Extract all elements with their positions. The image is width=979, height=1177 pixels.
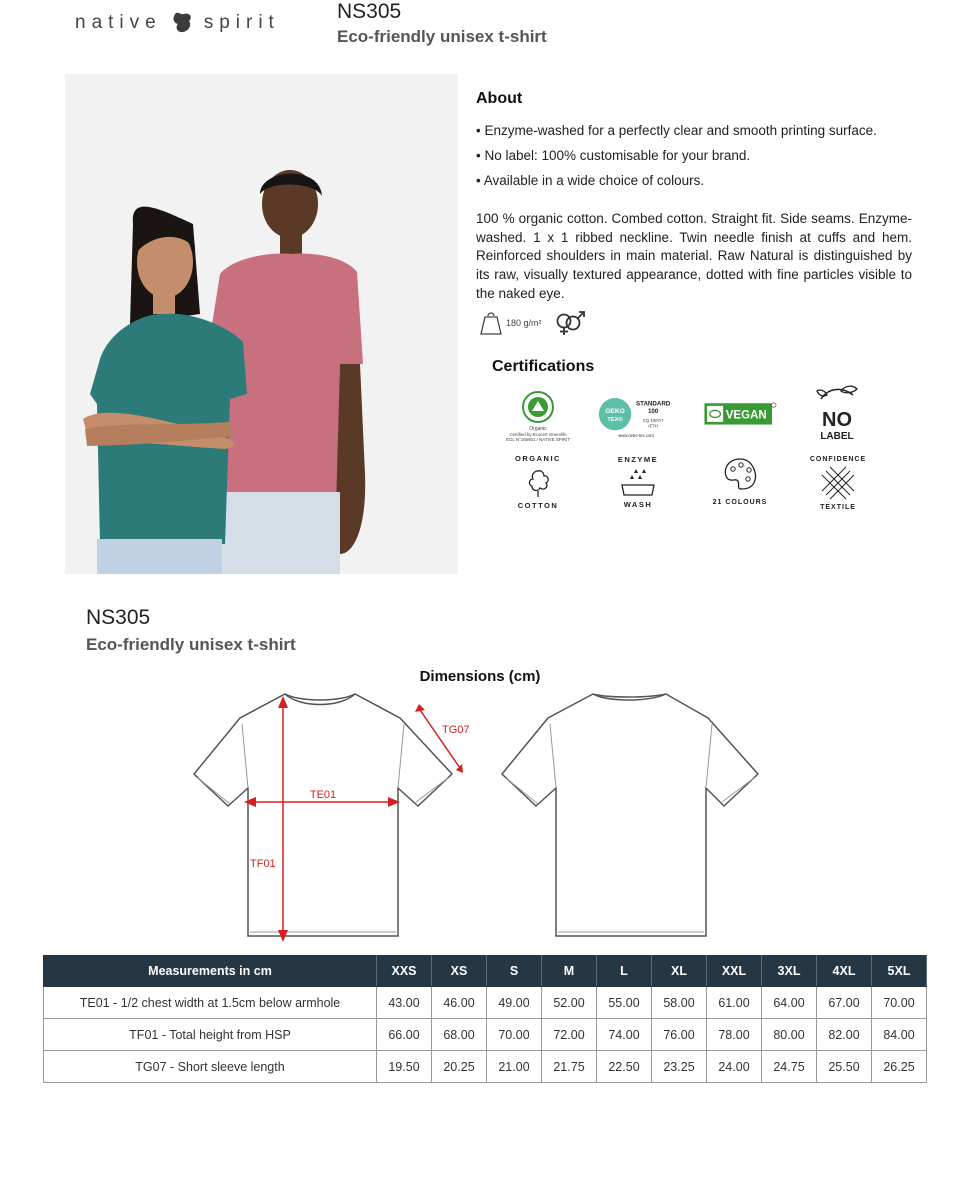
table-cell: 72.00 bbox=[542, 1019, 597, 1051]
table-cell: 43.00 bbox=[377, 987, 432, 1019]
oeko-code: CQ 1007/7 bbox=[642, 417, 664, 423]
table-cell: 74.00 bbox=[597, 1019, 652, 1051]
about-heading: About bbox=[476, 90, 523, 107]
table-cell: 61.00 bbox=[707, 987, 762, 1019]
table-cell: 52.00 bbox=[542, 987, 597, 1019]
table-cell: 80.00 bbox=[762, 1019, 817, 1051]
table-cell: 76.00 bbox=[652, 1019, 707, 1051]
size-header: XXL bbox=[707, 956, 762, 987]
table-cell: 19.50 bbox=[377, 1051, 432, 1083]
table-cell: 82.00 bbox=[817, 1019, 872, 1051]
weight-info bbox=[480, 310, 588, 336]
table-cell: 26.25 bbox=[872, 1051, 927, 1083]
colours-badge bbox=[700, 451, 780, 511]
table-cell: 23.25 bbox=[652, 1051, 707, 1083]
gots-line1: Organic bbox=[529, 426, 547, 432]
gots-certification bbox=[498, 388, 578, 448]
table-cell: 24.00 bbox=[707, 1051, 762, 1083]
oeko-standard: STANDARD bbox=[636, 400, 671, 408]
row-label: TG07 - Short sleeve length bbox=[44, 1051, 377, 1083]
size-header: S bbox=[487, 956, 542, 987]
table-cell: 78.00 bbox=[707, 1019, 762, 1051]
no-label-certification bbox=[797, 383, 877, 443]
brand-logo bbox=[75, 10, 280, 36]
gots-line3: EGL N°165651 / NATIVE SPIRIT bbox=[506, 437, 570, 442]
table-cell: 58.00 bbox=[652, 987, 707, 1019]
list-item: • Enzyme-washed for a perfectly clear and smooth printing surface. bbox=[476, 122, 916, 147]
enzyme-bottom: WASH bbox=[623, 500, 653, 509]
size-header: XL bbox=[652, 956, 707, 987]
list-item: • No label: 100% customisable for your brand. bbox=[476, 147, 916, 172]
oeko-standard-number: 100 bbox=[647, 408, 659, 416]
oeko-institute: IFTH bbox=[648, 423, 658, 429]
table-cell: 20.25 bbox=[432, 1051, 487, 1083]
product-code-secondary: NS305 bbox=[86, 606, 151, 629]
size-header: L bbox=[597, 956, 652, 987]
confidence-bottom: TEXTILE bbox=[820, 504, 856, 511]
table-cell: 46.00 bbox=[432, 987, 487, 1019]
vegan-certification bbox=[700, 383, 780, 443]
product-name: Eco-friendly unisex t-shirt bbox=[337, 27, 547, 46]
size-header: XS bbox=[432, 956, 487, 987]
measurements-table bbox=[43, 955, 927, 1083]
about-bullet-list bbox=[476, 122, 916, 197]
female-model bbox=[83, 207, 247, 574]
table-cell: 21.75 bbox=[542, 1051, 597, 1083]
certifications-heading: Certifications bbox=[492, 358, 595, 375]
product-name-secondary: Eco-friendly unisex t-shirt bbox=[86, 635, 296, 654]
table-cell: 70.00 bbox=[487, 1019, 542, 1051]
oeko-badge-1: OEKO bbox=[605, 408, 625, 416]
product-photo bbox=[65, 74, 458, 574]
table-cell: 84.00 bbox=[872, 1019, 927, 1051]
table-row bbox=[44, 987, 927, 1019]
organic-cotton-top: ORGANIC bbox=[515, 454, 561, 463]
organic-cotton-bottom: COTTON bbox=[517, 501, 559, 510]
measurements-header: Measurements in cm bbox=[44, 956, 377, 987]
oeko-tex-certification bbox=[596, 388, 676, 448]
table-cell: 67.00 bbox=[817, 987, 872, 1019]
table-cell: 21.00 bbox=[487, 1051, 542, 1083]
enzyme-wash-badge bbox=[598, 451, 678, 511]
row-label: TF01 - Total height from HSP bbox=[44, 1019, 377, 1051]
tg07-label: TG07 bbox=[442, 724, 470, 736]
product-description: 100 % organic cotton. Combed cotton. Straight fit. Side seams. Enzyme-washed. 1 x 1 ribbed neckline. Twin needle finish at cuffs and hem. Reinforced shoulders in main material. Raw Natural is distinguished by its raw, visually textured appearance, dotted with fine particles visible to the naked eye. bbox=[476, 211, 912, 301]
dimensions-heading: Dimensions (cm) bbox=[419, 668, 541, 685]
weight-icon bbox=[480, 310, 502, 336]
organic-cotton-badge bbox=[498, 451, 578, 511]
no-label-line1: NO bbox=[822, 409, 852, 431]
weight-value: 180 g/m² bbox=[506, 318, 542, 328]
confidence-top: CONFIDENCE bbox=[809, 456, 867, 463]
brand-leaf-icon bbox=[170, 10, 196, 36]
gots-line2: Certified by Ecocert Greenlife bbox=[509, 432, 567, 437]
table-cell: 24.75 bbox=[762, 1051, 817, 1083]
table-cell: 22.50 bbox=[597, 1051, 652, 1083]
no-label-line2: LABEL bbox=[820, 431, 854, 442]
tshirt-back-diagram bbox=[498, 688, 763, 948]
size-header: 4XL bbox=[817, 956, 872, 987]
brand-name-left: native bbox=[75, 12, 162, 33]
confidence-textile-badge bbox=[798, 451, 878, 511]
size-header: XXS bbox=[377, 956, 432, 987]
unisex-icon bbox=[554, 310, 588, 336]
tf01-label: TF01 bbox=[250, 858, 276, 870]
colours-label: 21 COLOURS bbox=[712, 499, 768, 506]
row-label: TE01 - 1/2 chest width at 1.5cm below armhole bbox=[44, 987, 377, 1019]
table-cell: 64.00 bbox=[762, 987, 817, 1019]
oeko-url: www.oeko-tex.com bbox=[618, 433, 654, 439]
table-cell: 55.00 bbox=[597, 987, 652, 1019]
size-header: 5XL bbox=[872, 956, 927, 987]
table-cell: 49.00 bbox=[487, 987, 542, 1019]
table-cell: 70.00 bbox=[872, 987, 927, 1019]
list-item: • Available in a wide choice of colours. bbox=[476, 172, 916, 197]
enzyme-top: ENZYME bbox=[617, 455, 659, 464]
vegan-label: VEGAN bbox=[725, 409, 767, 422]
table-row bbox=[44, 1019, 927, 1051]
brand-name-right: spirit bbox=[203, 12, 280, 33]
oeko-badge-2: TEX® bbox=[607, 416, 623, 423]
table-header-row bbox=[44, 956, 927, 987]
product-code: NS305 bbox=[337, 0, 402, 23]
tshirt-front-diagram bbox=[190, 688, 480, 948]
table-cell: 66.00 bbox=[377, 1019, 432, 1051]
size-header: 3XL bbox=[762, 956, 817, 987]
size-header: M bbox=[542, 956, 597, 987]
te01-label: TE01 bbox=[309, 789, 337, 801]
table-cell: 68.00 bbox=[432, 1019, 487, 1051]
table-cell: 25.50 bbox=[817, 1051, 872, 1083]
table-row bbox=[44, 1051, 927, 1083]
